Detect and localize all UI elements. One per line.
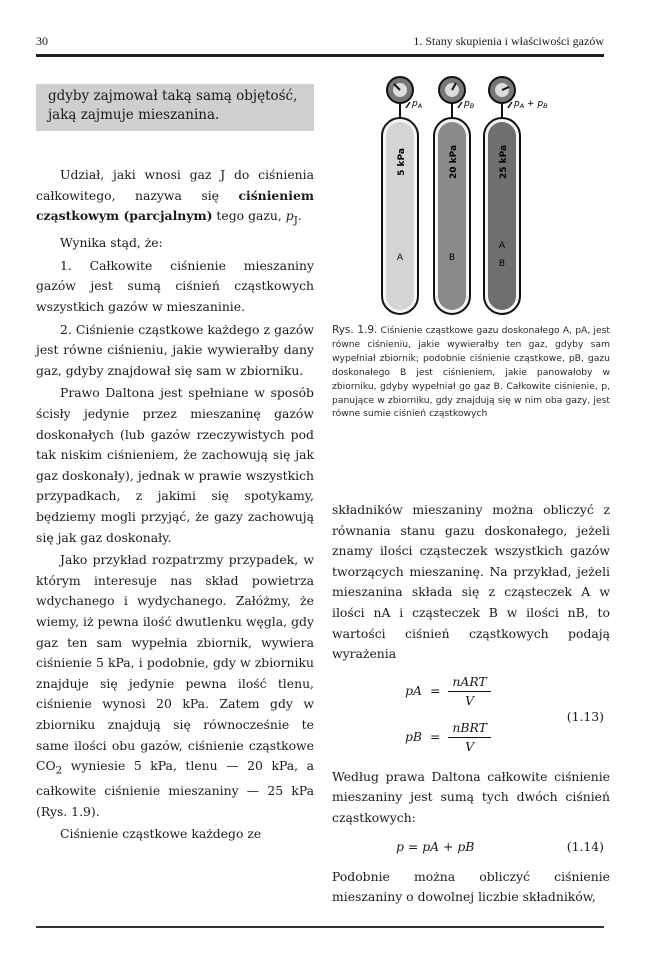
- left-column: [36, 84, 314, 845]
- tube-b: [434, 118, 470, 314]
- right-column: [332, 500, 610, 908]
- tube-mixture: [484, 118, 520, 314]
- page-number: 30: [36, 34, 48, 48]
- eq-pb-denominator: V: [465, 738, 475, 754]
- equation-number-1-13: (1.13): [566, 708, 604, 724]
- equation-1-13: [332, 671, 610, 763]
- gauge-total-sub-b: B: [543, 102, 548, 110]
- equation-number-1-14: (1.14): [566, 838, 604, 854]
- paragraph-example: [36, 550, 314, 822]
- tube-a: [382, 118, 418, 314]
- caption-text: Ciśnienie cząstkowe gazu doskonałego A, pA, jest równe ciśnieniu, jakie wywierałby ten gaz, gdyby sam wypełniał zbiornik; podobnie ciśnienie cząstkowe, pB, gazu doskonałego B jest ciśnieniem, jakie panowałoby w zbiorniku, gdyby wypełniał go gaz B. Całkowite ciśnienie, p, panujące w zbiorniku, gdy znajdują się w nim oba gazy, jest równe sumie ciśnień cząstkowych: [332, 325, 610, 420]
- tube-b-gas: B: [448, 253, 456, 263]
- gauge-a-sub: A: [417, 102, 423, 110]
- highlight-line-2: jaką zajmuje mieszanina.: [48, 107, 220, 123]
- caption-label: Rys. 1.9.: [332, 324, 378, 336]
- definition-text-2: tego gazu,: [212, 208, 286, 224]
- gauge-total-plus: +: [524, 99, 538, 109]
- gauge-total: [489, 77, 548, 118]
- paragraph-point-2: 2. Ciśnienie cząstkowe każdego z gazów jest równe ciśnieniu, jakie wywierałby dany gaz, gdyby znajdował się sam w zbiorniku.: [36, 321, 314, 378]
- footer-rule: [36, 926, 604, 928]
- tube-mixture-pressure: 25 kPa: [499, 144, 509, 180]
- eq-pa-numerator: nART: [448, 673, 490, 692]
- figure-caption: [332, 324, 610, 421]
- equation-pb: pB = $\frac{\text{nBRT}}{V}$: [396, 719, 491, 756]
- equation-pa: pA = $\frac{\text{nART}}{V}$: [396, 673, 491, 710]
- eq-pa-lhs: pA: [405, 682, 422, 698]
- gauge-total-label-2: p: [537, 99, 544, 109]
- svg-text:pA: [411, 99, 422, 110]
- tube-a-gas: A: [396, 253, 404, 263]
- tube-a-pressure: 5 kPa: [397, 148, 407, 176]
- chapter-title: 1. Stany skupienia i właściwości gazów: [413, 34, 604, 48]
- tube-mixture-gas-b: B: [498, 259, 506, 269]
- highlight-box: [36, 84, 314, 131]
- example-text-2: wyniesie 5 kPa, tlenu — 20 kPa, a całkowite ciśnienie mieszaniny — 25 kPa (Rys. 1.9).: [36, 758, 314, 819]
- tube-b-pressure: 20 kPa: [449, 144, 459, 180]
- eq-total-pressure: p = pA + pB: [396, 838, 475, 854]
- eq-pb-lhs: pB: [404, 728, 422, 744]
- paragraph-definition: [36, 165, 314, 231]
- equation-1-14: [332, 835, 610, 861]
- symbol-p: p: [285, 208, 294, 224]
- symbol-sub-j: J: [293, 214, 298, 227]
- gauge-b: [439, 77, 475, 118]
- gauge-total-label: p: [514, 99, 520, 109]
- eq-pb-numerator: nBRT: [448, 719, 490, 738]
- term-partial-pressure: ciśnieniem cząstkowym (parcjalnym): [36, 187, 314, 224]
- paragraph-consequence: Wynika stąd, że:: [60, 235, 163, 251]
- paragraph-point-1: 1. Całkowite ciśnienie mieszaniny gazów jest sumą ciśnień cząstkowych wszystkich gazów w mieszaninie.: [36, 257, 314, 315]
- svg-text:pB: [463, 99, 475, 110]
- co2-subscript: 2: [55, 764, 63, 777]
- example-text: Jako przykład rozpatrzmy przypadek, w którym interesuje nas skład powietrza wdychanego i wydychanego. Załóżmy, że wiemy, iż pewna ilość dwutlenku węgla, gdy gaz ten sam wypełnia zbiornik, wywiera ciśnienie 5 kPa, i podobnie, gdy w zbiorniku znajduje się jedynie pewna ilość tlenu, ciśnienie wynosi 20 kPa. Zatem gdy w zbiorniku znajdują się równocześnie te same ilości obu gazów, ciśnienie cząstkowe CO: [36, 552, 314, 774]
- paragraph-dalton-law: Prawo Daltona jest spełniane w sposób ścisły jedynie przez mieszaninę gazów doskonałych (lub gazów rzeczywistych pod tak niskim ciśnieniem, że zachowują się jak gaz doskonały), jednak w prawie wszystkich przypadkach, z jakimi się spotykamy, będziemy mogli przyjąć, że gazy zachowują się jak gaz doskonały.: [36, 385, 314, 545]
- header-rule: [36, 54, 604, 57]
- gauge-a: [387, 77, 422, 118]
- paragraph-dalton-total: Według prawa Daltona całkowite ciśnienie mieszaniny jest sumą tych dwóch ciśnień cząstkowych:: [332, 768, 610, 825]
- definition-end: .: [297, 208, 302, 224]
- figure-gas-tubes: [370, 70, 622, 325]
- gauge-b-label: p: [464, 99, 470, 109]
- tube-mixture-gas-a: A: [498, 241, 506, 251]
- svg-text:pA + pB: [513, 99, 548, 110]
- definition-text: Udział, jaki wnosi gaz J do ciśnienia całkowitego, nazywa się: [36, 167, 314, 203]
- paragraph-continued: Ciśnienie cząstkowe każdego ze: [60, 826, 262, 842]
- gauge-total-sub-a: A: [519, 102, 525, 110]
- eq-pa-denominator: V: [465, 692, 475, 708]
- paragraph-partial-pressures: składników mieszaniny można obliczyć z równania stanu gazu doskonałego, jeżeli znamy ilości cząsteczek wszystkich gazów tworzących mieszaninę. Na przykład, jeżeli mieszanina składa się z cząsteczek A w ilości nA i cząsteczek B w ilości nB, to wartości ciśnień cząstkowych podają wyrażenia: [332, 502, 610, 662]
- gauge-b-sub: B: [469, 102, 475, 110]
- highlight-line-1: gdyby zajmował taką samą objętość,: [48, 88, 298, 104]
- gauge-a-label: p: [412, 99, 418, 109]
- paragraph-generalization: Podobnie można obliczyć ciśnienie mieszaniny o dowolnej liczbie składników,: [332, 868, 610, 905]
- running-head: [36, 34, 604, 52]
